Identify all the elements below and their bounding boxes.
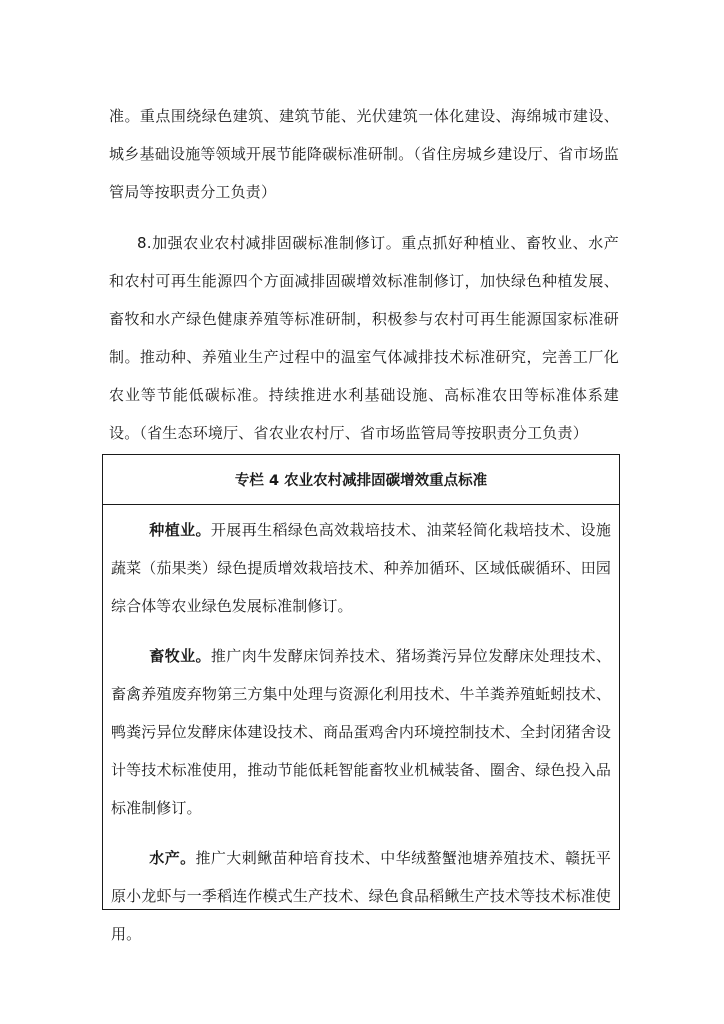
paragraph-text: 准。重点围绕绿色建筑、建筑节能、光伏建筑一体化建设、海绵城市建设、城乡基础设施等领域开展节能降碳标准研制。（省住房城乡建设厅、省市场监管局等按职责分工负责） — [109, 107, 619, 201]
entry-text: 开展再生稻绿色高效栽培技术、油菜轻简化栽培技术、设施蔬菜（茄果类）绿色提质增效栽培技术、种养加循环、区域低碳循环、田园综合体等农业绿色发展标准制修订。 — [111, 521, 611, 615]
column-box-body — [111, 507, 611, 953]
entry-lead: 水产。 — [149, 849, 196, 867]
box-entry-aquaculture — [111, 839, 611, 953]
column-box-title: 专栏 4 农业农村减排固碳增效重点标准 — [103, 455, 619, 505]
paragraph-building-standards — [109, 97, 619, 211]
entry-text: 推广大刺鳅苗种培育技术、中华绒螯蟹池塘养殖技术、赣抚平原小龙虾与一季稻连作模式生产技术、绿色食品稻鳅生产技术等技术标准使用。 — [111, 849, 611, 943]
paragraph-text: 8.加强农业农村减排固碳标准制修订。重点抓好种植业、畜牧业、水产和农村可再生能源四个方面减排固碳增效标准制修订，加快绿色种植发展、畜牧和水产绿色健康养殖等标准研制，积极参与农村可再生能源国家标准研制。推动种、养殖业生产过程中的温室气体减排技术标准研究，完善工厂化农业等节能低碳标准。持续推进水利基础设施、高标准农田等标准体系建设。（省生态环境厅、省农业农村厅、省市场监管局等按职责分工负责） — [109, 234, 619, 442]
entry-text: 推广肉牛发酵床饲养技术、猪场粪污异位发酵床处理技术、畜禽养殖废弃物第三方集中处理与资源化利用技术、牛羊粪养殖蚯蚓技术、鸭粪污异位发酵床体建设技术、商品蛋鸡舍内环境控制技术、全封闭猪舍设计等技术标准使用，推动节能低耗智能畜牧业机械装备、圈舍、绿色投入品标准制修订。 — [111, 647, 611, 817]
entry-lead: 种植业。 — [149, 521, 211, 539]
box-entry-planting — [111, 511, 611, 625]
entry-lead: 畜牧业。 — [149, 647, 211, 665]
paragraph-agriculture-standards — [109, 224, 619, 452]
box-entry-livestock — [111, 637, 611, 827]
column-box — [102, 454, 620, 943]
